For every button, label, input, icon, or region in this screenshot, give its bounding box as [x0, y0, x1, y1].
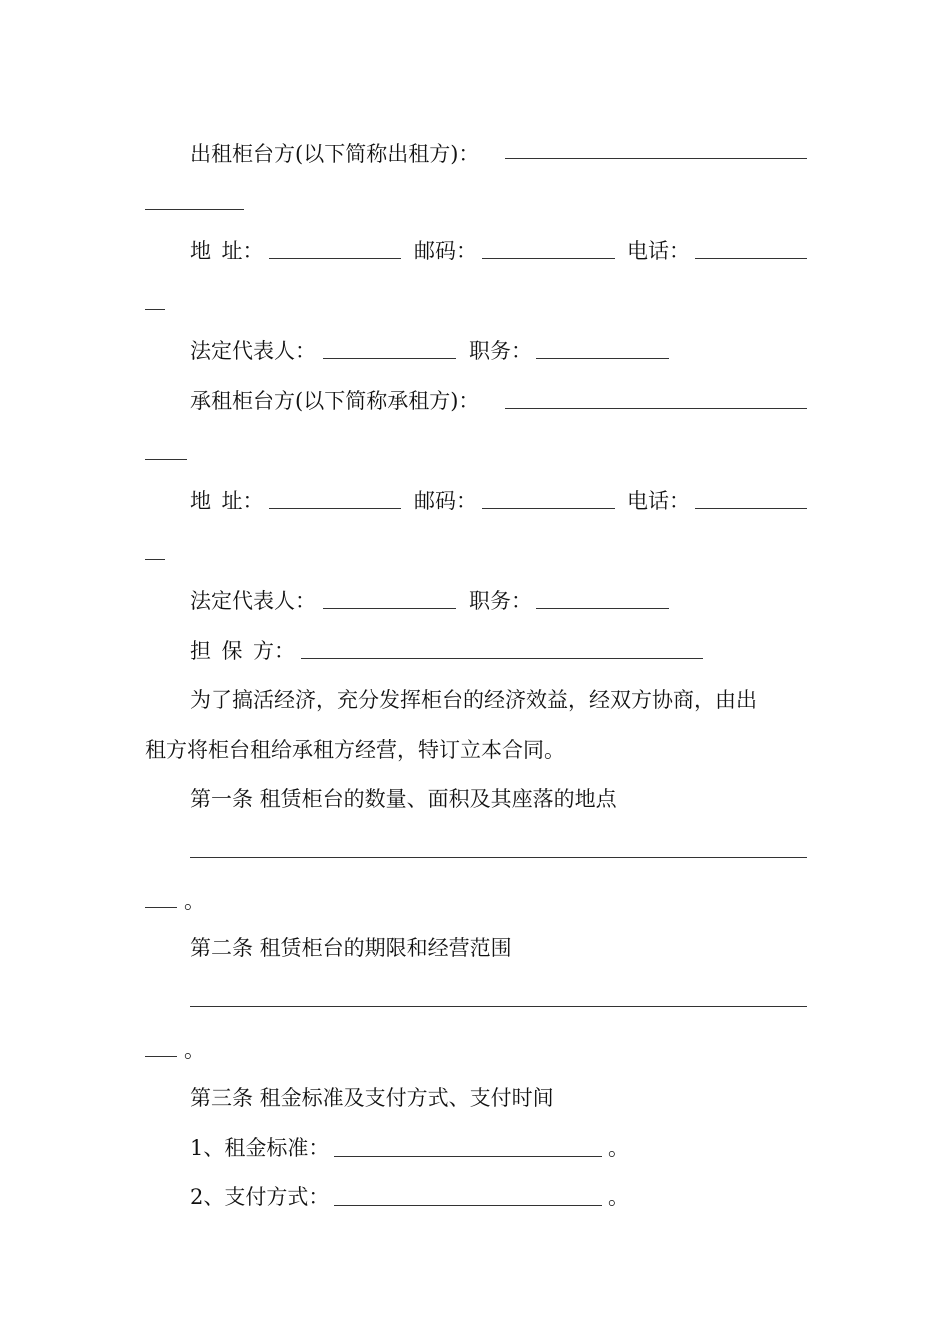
article-3-item-2-end: 。: [608, 1185, 629, 1209]
lessee-phone-blank-cont[interactable]: [145, 559, 165, 560]
lessee-label: 承租柜台方(以下简称承租方)：: [190, 389, 480, 413]
article-3-item-1-end: 。: [608, 1136, 629, 1160]
guarantor-blank[interactable]: [301, 658, 703, 659]
lessor-phone-label: 电话：: [627, 239, 690, 263]
lessor-rep-label: 法定代表人：: [190, 339, 316, 363]
lessor-postcode-blank[interactable]: [482, 258, 615, 259]
lessor-phone-blank[interactable]: [695, 258, 807, 259]
lessee-name-blank[interactable]: [505, 408, 807, 409]
intro-line-1: 为了搞活经济，充分发挥柜台的经济效益，经双方协商，由出: [190, 688, 757, 712]
lessee-rep-label: 法定代表人：: [190, 589, 316, 613]
lessee-title-label: 职务：: [469, 589, 532, 613]
article-1-blank-cont[interactable]: [145, 907, 177, 908]
lessee-postcode-blank[interactable]: [482, 508, 615, 509]
lessor-rep-blank[interactable]: [323, 358, 456, 359]
payment-method-blank[interactable]: [334, 1205, 602, 1206]
lessee-phone-blank[interactable]: [695, 508, 807, 509]
article-3-item-1-label: 1、租金标准：: [190, 1136, 330, 1160]
lessee-address-blank[interactable]: [269, 508, 401, 509]
lessee-title-blank[interactable]: [536, 608, 669, 609]
article-1-end: 。: [184, 889, 205, 913]
article-1-blank[interactable]: [190, 857, 807, 858]
lessor-address-blank[interactable]: [269, 258, 401, 259]
lessor-name-blank[interactable]: [505, 158, 807, 159]
lessor-postcode-label: 邮码：: [414, 239, 477, 263]
rent-standard-blank[interactable]: [334, 1156, 602, 1157]
guarantor-label: 担 保 方：: [190, 639, 295, 663]
article-3-item-2-label: 2、支付方式：: [190, 1185, 330, 1209]
lessor-name-blank-cont[interactable]: [145, 209, 244, 210]
lessor-title-blank[interactable]: [536, 358, 669, 359]
article-2-end: 。: [184, 1038, 205, 1062]
article-3-heading: 第三条 租金标准及支付方式、支付时间: [190, 1086, 554, 1110]
article-2-blank[interactable]: [190, 1006, 807, 1007]
lessor-address-label: 地 址：: [190, 239, 264, 263]
intro-line-2: 租方将柜台租给承租方经营，特订立本合同。: [145, 738, 565, 762]
article-1-heading: 第一条 租赁柜台的数量、面积及其座落的地点: [190, 787, 617, 811]
lessor-label: 出租柜台方(以下简称出租方)：: [190, 142, 480, 166]
lessee-rep-blank[interactable]: [323, 608, 456, 609]
lessor-title-label: 职务：: [469, 339, 532, 363]
lessee-phone-label: 电话：: [627, 489, 690, 513]
lessor-phone-blank-cont[interactable]: [145, 309, 165, 310]
article-2-heading: 第二条 租赁柜台的期限和经营范围: [190, 936, 512, 960]
lessee-postcode-label: 邮码：: [414, 489, 477, 513]
lessee-name-blank-cont[interactable]: [145, 459, 187, 460]
lessee-address-label: 地 址：: [190, 489, 264, 513]
article-2-blank-cont[interactable]: [145, 1056, 177, 1057]
